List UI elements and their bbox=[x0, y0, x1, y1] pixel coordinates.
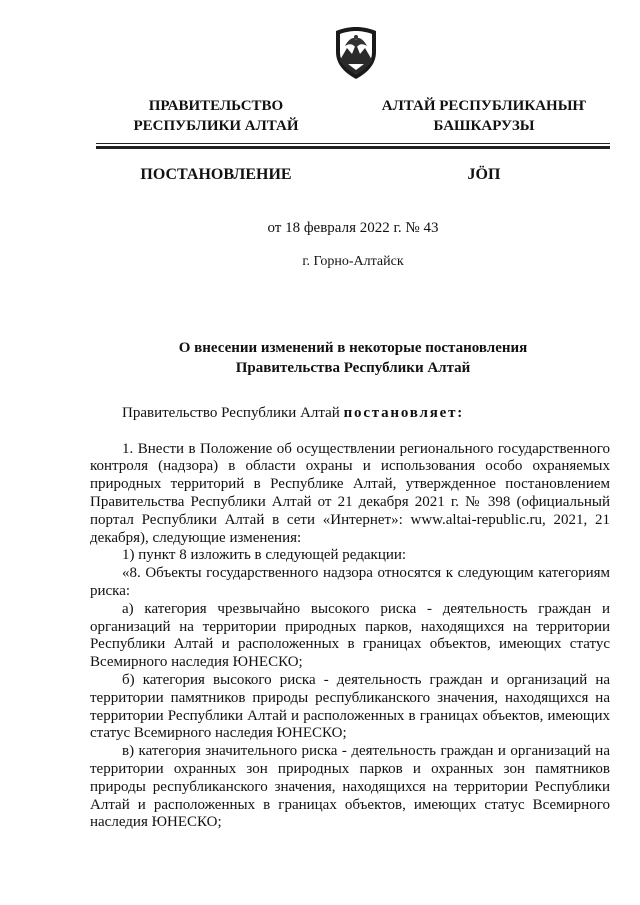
title-line-1: О внесении изменений в некоторые постановления bbox=[178, 340, 528, 356]
preamble-emphasis: постановляет: bbox=[343, 405, 465, 421]
city-line: г. Горно-Алтайск bbox=[302, 254, 404, 269]
header-left-line2: РЕСПУБЛИКИ АЛТАЙ bbox=[133, 118, 299, 134]
paragraph-point-8: «8. Объекты государственного надзора относятся к следующим категориям риска: bbox=[90, 565, 610, 599]
document-body bbox=[90, 405, 610, 832]
header-divider-thick bbox=[96, 146, 610, 149]
paragraph-subitem-1: 1) пункт 8 изложить в следующей редакции: bbox=[122, 547, 407, 564]
header-left bbox=[96, 96, 336, 136]
act-type-ru: ПОСТАНОВЛЕНИЕ bbox=[140, 166, 292, 183]
preamble bbox=[90, 405, 610, 423]
header-right-line1: АЛТАЙ РЕСПУБЛИКАНЫҤ bbox=[381, 98, 587, 114]
date-number-line: от 18 февраля 2022 г. № 43 bbox=[267, 220, 439, 236]
paragraph-category-b: б) категория высокого риска - деятельность граждан и организаций на территории памятников природы республиканского значения, находящихся на территории Республики Алтай и расположенных в границах объектов, имеющих статус Всемирного наследия ЮНЕСКО; bbox=[90, 671, 610, 742]
act-type-alt: JÖП bbox=[467, 166, 501, 183]
header-divider-thin bbox=[96, 143, 610, 144]
header-right bbox=[378, 96, 590, 136]
paragraph-item-1: 1. Внести в Положение об осуществлении регионального государственного контроля (надзора) в области охраны и использования особо охраняемых природных территорий в Республике Алтай, утвержденное постановлением Правительства Республики Алтай от 21 декабря 2021 г. № 398 (официальный портал Республики Алтай в сети «Интернет»: www.altai-republic.ru, 2021, 21 декабря), следующие изменения: bbox=[90, 440, 610, 546]
republic-altai-emblem-icon bbox=[331, 26, 381, 80]
header-left-line1: ПРАВИТЕЛЬСТВО bbox=[148, 98, 284, 114]
document-title bbox=[96, 338, 610, 378]
paragraph-category-a: а) категория чрезвычайно высокого риска - деятельность граждан и организаций на территории природных парков, находящихся на территории Республики Алтай и расположенных в границах объектов, имеющих статус Всемирного наследия ЮНЕСКО; bbox=[90, 600, 610, 671]
header-right-line2: БАШКАРУЗЫ bbox=[433, 118, 535, 134]
title-line-2: Правительства Республики Алтай bbox=[235, 360, 471, 376]
preamble-text: Правительство Республики Алтай bbox=[122, 405, 344, 421]
paragraph-category-v: в) категория значительного риска - деятельность граждан и организаций на территории охранных зон природных парков и охранных зон памятников природы республиканского значения, находящихся на территории Республики Алтай и расположенных в границах объектов, имеющих статус Всемирного наследия ЮНЕСКО; bbox=[90, 743, 610, 831]
